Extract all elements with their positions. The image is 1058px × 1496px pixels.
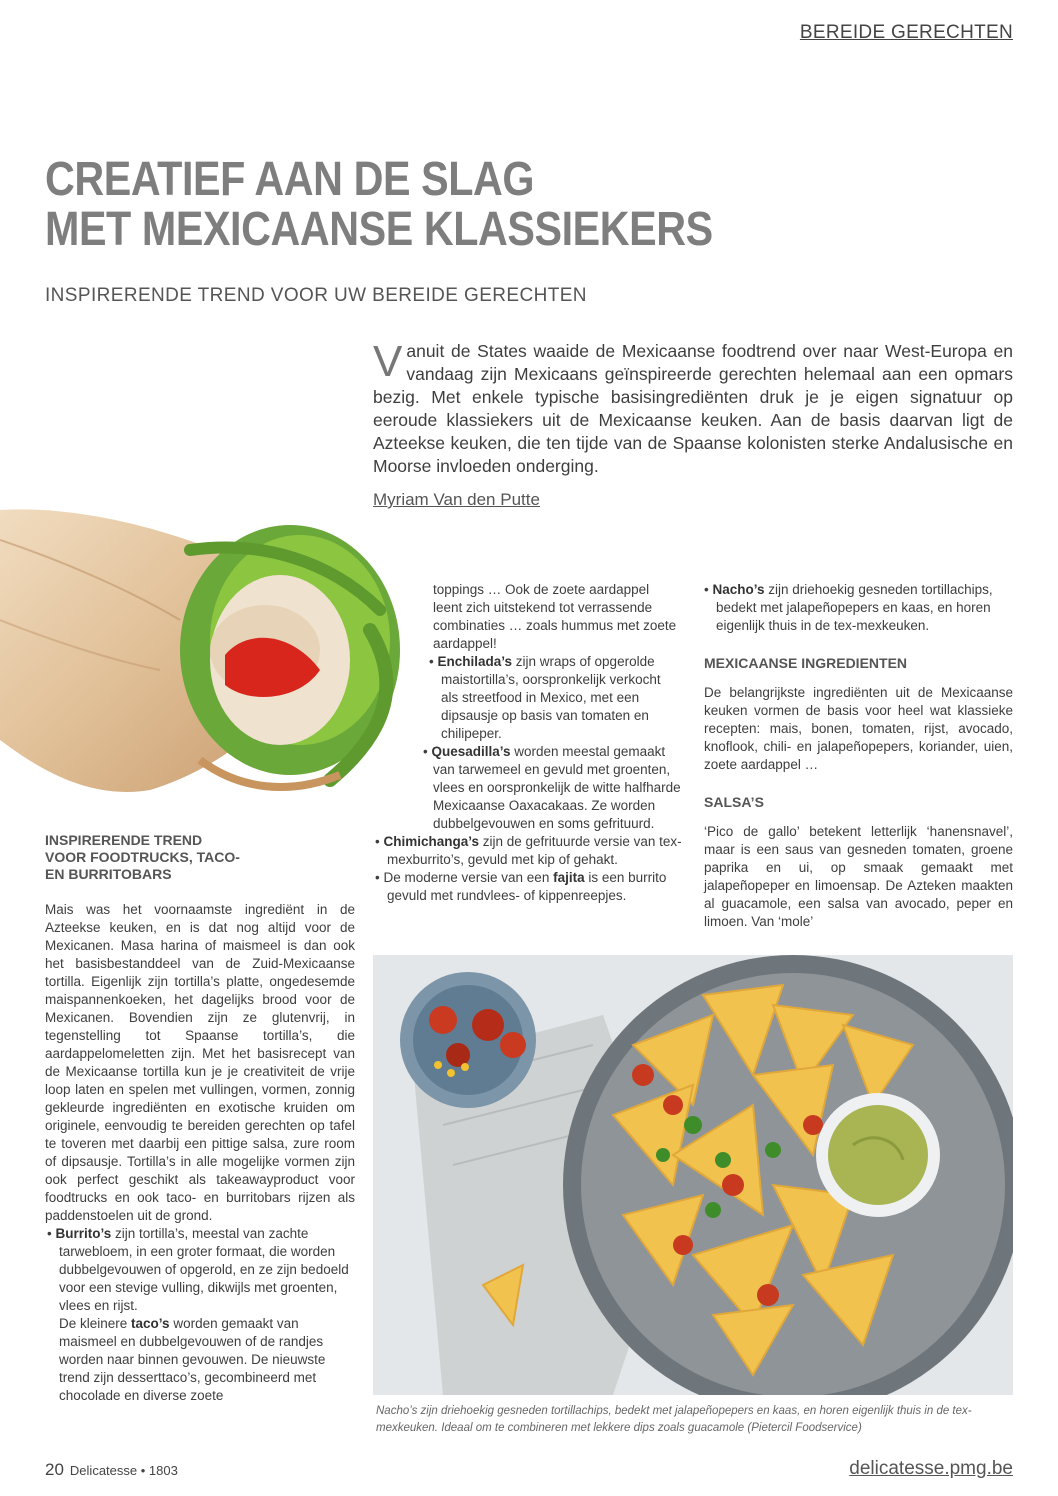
footer-left xyxy=(45,1460,178,1480)
intro-dropcap: V xyxy=(373,337,403,386)
wrap-photo xyxy=(0,500,430,800)
author-byline[interactable]: Myriam Van den Putte xyxy=(373,490,540,509)
bullet-fajita: • De moderne versie van een fajita is een burrito gevuld met rundvlees- of kippenreepjes. xyxy=(375,870,667,903)
article-title xyxy=(45,155,750,255)
quesadillas-text: worden meestal gemaakt van tarwemeel en gevuld met groenten, vlees en oorspronkelijk de witte halfharde Mexicaanse Oaxacakaas. Ze worden dubbelgevouwen en soms gefrituurd. xyxy=(433,744,681,831)
page-number: 20 xyxy=(45,1460,64,1479)
taco-text: worden gemaakt van maismeel en dubbelgevouwen of de randjes worden naar binnen gevouwen. De nieuwste trend zijn desserttaco’s, gecombineerd met chocolade en diverse zoete xyxy=(59,1316,326,1403)
salsa-text: ‘Pico de gallo’ betekent letterlijk ‘hanensnavel’, maar is een saus van gesneden tomaten, groene paprika en ui, op smaak gemaakt met jalapeñopeper en limoensap. De Azteken maakten al guacamole, een salsa van avocado, peper en limoen. Van ‘mole’ xyxy=(704,824,1013,929)
enchiladas-text: zijn wraps of opgerolde maistortilla’s, oorspronkelijk verkocht als streetfood in Mexico, met een dipsausje op basis van tomaten en chilipeper. xyxy=(441,654,661,741)
magazine-issue: Delicatesse • 1803 xyxy=(69,1463,178,1478)
nachos-illustration xyxy=(373,955,1013,1395)
heading-ingredients: MEXICAANSE INGREDIENTEN xyxy=(704,655,908,671)
heading-salsas: SALSA’S xyxy=(704,794,764,810)
column-3 xyxy=(704,581,1013,931)
nachos-photo xyxy=(373,955,1013,1395)
bullet-chimichangas: • Chimichanga’s zijn de gefrituurde versie van tex-mexburrito’s, gevuld met kip of gehakt. xyxy=(375,834,682,867)
fajita-text: is een burrito gevuld met rundvlees- of kippenreepjes. xyxy=(387,870,667,903)
nachos-text: zijn driehoekig gesneden tortillachips, bedekt met jalapeñopepers en kaas, en horen eigenlijk thuis in de tex-mexkeuken. xyxy=(716,582,993,633)
bullet-nachos: • Nacho’s zijn driehoekig gesneden tortillachips, bedekt met jalapeñopepers en kaas, en horen eigenlijk thuis in de tex-mexkeuken. xyxy=(704,582,993,633)
photo-caption: Nacho’s zijn driehoekig gesneden tortillachips, bedekt met jalapeñopepers en kaas, en horen eigenlijk thuis in de tex-mexkeuken. Ideaal om te combineren met lekkere dips zoals guacamole (Pietercil Foodservice) xyxy=(376,1405,972,1434)
bullet-enchiladas: • Enchilada’s zijn wraps of opgerolde maistortilla’s, oorspronkelijk verkocht als streetfood in Mexico, met een dipsausje op basis van tomaten en chilipeper. xyxy=(429,654,661,741)
taco-pre: De kleinere xyxy=(59,1316,132,1331)
intro-text: anuit de States waaide de Mexicaanse foodtrend over naar West-Europa en vandaag zijn Mexicaans geïnspireerde gerechten helemaal aan een opmars bezig. Met enkele typische basisingrediënten druk je je eigen signatuur op eeroude klassiekers uit de Mexicaanse keuken. Aan de basis daarvan ligt de Azteekse keuken, die ten tijde van de Spaanse kolonisten sterke Andalusische en Moorse invloeden onderging. xyxy=(373,341,1013,476)
fajita-bold: fajita xyxy=(553,870,585,885)
bullet-burritos: • Burrito’s zijn tortilla’s, meestal van zachte tarwebloem, in een groter formaat, die worden dubbelgevouwen of opgerold, en ze zijn bedoeld voor een stevige vulling, dikwijls met groenten, vlees en rijst. xyxy=(47,1226,349,1313)
burritos-text: zijn tortilla’s, meestal van zachte tarwebloem, in een groter formaat, die worden dubbelgevouwen of opgerold, en ze zijn bedoeld voor een stevige vulling, dikwijls met groenten, vlees en rijst. xyxy=(59,1226,349,1313)
chimichangas-text: zijn de gefrituurde versie van tex-mexburrito’s, gevuld met kip of gehakt. xyxy=(387,834,682,867)
taco-bold: taco’s xyxy=(131,1316,170,1331)
fajita-pre: De moderne versie van een xyxy=(383,870,554,885)
title-line-2: MET MEXICAANSE KLASSIEKERS xyxy=(45,203,713,256)
section-label[interactable]: BEREIDE GERECHTEN xyxy=(799,22,1013,43)
bullet-quesadillas: • Quesadilla’s worden meestal gemaakt van tarwemeel en gevuld met groenten, vlees en oorspronkelijk de witte halfharde Mexicaanse Oaxacakaas. Ze worden dubbelgevouwen en soms gefrituurd. xyxy=(423,744,681,831)
taco-paragraph xyxy=(45,1315,355,1405)
burritos-bold: Burrito’s xyxy=(55,1226,112,1241)
col1-body: Mais was het voornaamste ingrediënt in de Azteekse keuken, en is dat nog altijd voor de Mexicanen. Masa harina of maismeel is dan ook het basisbestanddeel van de Zuid-Mexicaanse tortilla. Eigenlijk zijn tortilla’s platte, ongedesemde maispannenkoeken, het dagelijks brood voor de Mexicanen. Bovendien zijn ze glutenvrij, in tegenstelling tot Spaanse tortilla’s, die aardappelomeletten zijn. Met het basisrecept van de Mexicaanse tortilla kun je je creativiteit de vrije loop laten en spelen met vullingen, vormen, zonnig gekleurde ingrediënten en exotische kruiden om originele, eenvoudig te bereiden gerechten op tafel te toveren met daarbij een pittige salsa, zure room of dipsausje. Tortilla’s in alle mogelijke vormen zijn ook perfect geschikt als takeawayproduct voor foodtrucks en ook taco- en burritobars rijzen als paddenstoelen uit de grond. xyxy=(45,902,355,1223)
enchiladas-bold: Enchilada’s xyxy=(437,654,513,669)
ingredients-text: De belangrijkste ingrediënten uit de Mexicaanse keuken vormen de basis voor heel wat klassieke recepten: mais, bonen, tomaten, rijst, avocado, knoflook, chili- en jalapeñopepers, koriander, uien, zoete aardappel … xyxy=(704,685,1013,772)
col2-continuation: toppings … Ook de zoete aardappel leent zich uitstekend tot verrassende combinaties … zoals hummus met zoete aardappel! xyxy=(433,582,677,651)
column-1 xyxy=(45,832,355,1405)
website-link[interactable]: delicatesse.pmg.be xyxy=(849,1458,1013,1479)
column-2 xyxy=(375,581,685,905)
nachos-bold: Nacho’s xyxy=(712,582,765,597)
heading-foodtrucks: INSPIRERENDE TREND VOOR FOODTRUCKS, TACO- EN BURRITOBARS xyxy=(45,832,240,882)
intro-paragraph xyxy=(373,337,1013,478)
quesadillas-bold: Quesadilla’s xyxy=(431,744,511,759)
wrap-illustration xyxy=(0,500,430,800)
title-line-1: CREATIEF AAN DE SLAG xyxy=(45,153,535,206)
article-subtitle: INSPIRERENDE TREND VOOR UW BEREIDE GERECHTEN xyxy=(45,285,587,306)
chimichangas-bold: Chimichanga’s xyxy=(383,834,480,849)
